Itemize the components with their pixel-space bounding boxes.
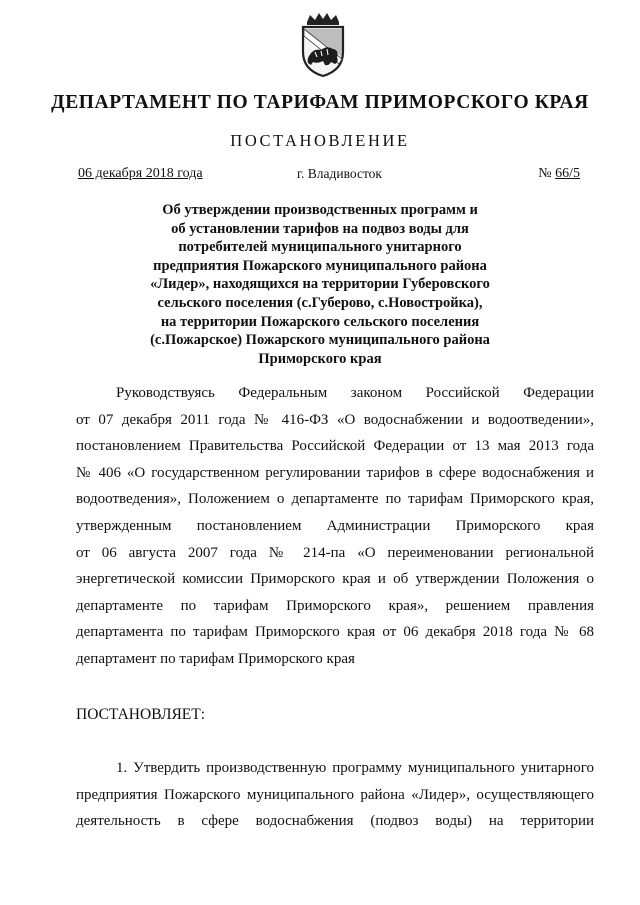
subject-line: об установлении тарифов на подвоз воды для (171, 220, 469, 237)
paragraph-line: предприятия Пожарского муниципального района «Лидер», осуществляющего (76, 786, 594, 803)
subject-line: (с.Пожарское) Пожарского муниципального района (150, 332, 490, 349)
clause-1-paragraph (76, 755, 594, 835)
paragraph-line: водоотведения», Положением о департаменте по тарифам Приморского края, (76, 491, 594, 508)
subject-line: сельского поселения (с.Губерово, с.Новостройка), (157, 294, 483, 311)
paragraph-line: энергетической комиссии Приморского края и об утверждении Положения о (76, 571, 594, 588)
paragraph-line: 1. Утвердить производственную программу муниципального унитарного (116, 760, 594, 776)
coat-of-arms-icon (295, 12, 351, 78)
document-number-prefix: № (538, 166, 556, 181)
resolves-heading: ПОСТАНОВЛЯЕТ: (76, 706, 206, 723)
paragraph-line: от 07 декабря 2011 года № 416-ФЗ «О водоснабжении и водоотведении», (76, 411, 594, 428)
subject-line: потребителей муниципального унитарного (178, 239, 462, 256)
paragraph-line: деятельность в сфере водоснабжения (подвоз воды) на территории (76, 813, 594, 830)
subject-line: «Лидер», находящихся на территории Губеровского (150, 276, 490, 293)
paragraph-line: утвержденным постановлением Администрации Приморского края (76, 517, 594, 534)
preamble-paragraph (76, 380, 594, 673)
department-title: ДЕПАРТАМЕНТ ПО ТАРИФАМ ПРИМОРСКОГО КРАЯ (51, 92, 589, 113)
paragraph-line: департаменте по тарифам Приморского края», решением правления (76, 597, 594, 614)
paragraph-line: постановлением Правительства Российской Федерации от 13 мая 2013 года (76, 438, 594, 455)
document-number-value: 66/5 (555, 166, 580, 181)
paragraph-line: департамент по тарифам Приморского края (76, 650, 355, 667)
document-number (538, 166, 580, 182)
subject-line: на территории Пожарского сельского поселения (160, 313, 480, 330)
document-subject (0, 201, 640, 368)
document-type: ПОСТАНОВЛЕНИЕ (230, 131, 410, 150)
subject-line: Приморского края (258, 350, 382, 367)
paragraph-line: № 406 «О государственном регулировании тарифов в сфере водоснабжения и (76, 464, 594, 481)
paragraph-line: Руководствуясь Федеральным законом Российской Федерации (116, 385, 594, 401)
paragraph-line: департамента по тарифам Приморского края от 06 декабря 2018 года № 68 (76, 624, 594, 641)
subject-line: Об утверждении производственных программ и (162, 202, 478, 218)
paragraph-line: от 06 августа 2007 года № 214-па «О переименовании региональной (76, 544, 594, 561)
document-date: 06 декабря 2018 года (78, 166, 203, 181)
document-city: г. Владивосток (297, 166, 382, 181)
subject-line: предприятия Пожарского муниципального района (153, 257, 487, 274)
